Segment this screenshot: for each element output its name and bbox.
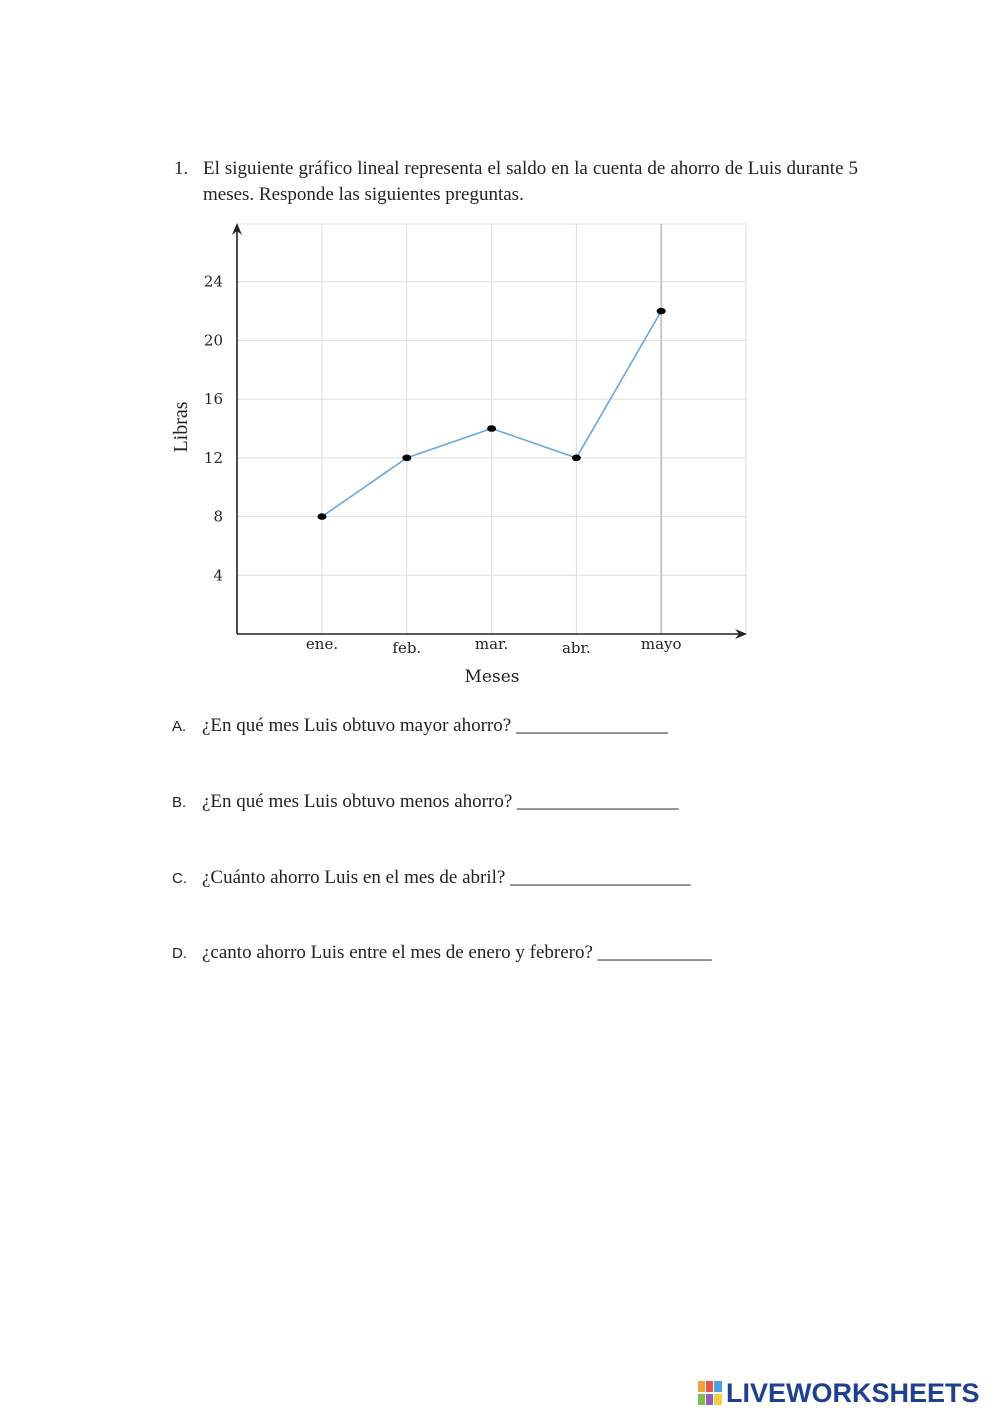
data-point-marker xyxy=(402,455,411,462)
question-number: 1. xyxy=(174,158,189,179)
subquestion-b xyxy=(172,790,679,815)
subquestion-letter: D. xyxy=(172,945,187,962)
y-axis-title: Libras xyxy=(170,401,192,453)
x-tick-label: mayo xyxy=(640,635,682,653)
subquestion-text: ¿canto ahorro Luis entre el mes de enero y febrero? ____________ xyxy=(202,942,712,963)
subquestion-text: ¿Cuánto ahorro Luis en el mes de abril? ___________________ xyxy=(202,867,691,888)
x-tick-label: ene. xyxy=(305,635,339,653)
subquestion-d xyxy=(172,941,712,966)
subquestion-text: ¿En qué mes Luis obtuvo menos ahorro? _________________ xyxy=(202,791,679,812)
subquestion-letter: C. xyxy=(172,870,187,887)
data-point-marker xyxy=(657,308,666,315)
data-point-marker xyxy=(572,455,581,462)
y-tick-label: 16 xyxy=(203,390,223,409)
x-tick-label: feb. xyxy=(392,639,422,657)
subquestion-a xyxy=(172,714,668,739)
y-tick-label: 4 xyxy=(213,566,223,585)
subquestion-letter: A. xyxy=(172,718,187,735)
question-text: El siguiente gráfico lineal representa el saldo en la cuenta de ahorro de Luis durante 5 meses. Responde las siguientes preguntas. xyxy=(203,158,858,205)
logo-text: LIVEWORKSHEETS xyxy=(726,1377,980,1408)
chart-svg xyxy=(160,215,760,695)
x-tick-label: mar. xyxy=(474,635,509,653)
subquestion-c xyxy=(172,866,691,891)
line-chart xyxy=(160,215,760,695)
liveworksheets-logo-icon xyxy=(698,1381,722,1405)
chart-ticks xyxy=(204,273,682,657)
liveworksheets-logo xyxy=(698,1378,980,1408)
x-axis-title: Meses xyxy=(464,667,520,687)
data-point-marker xyxy=(318,513,327,520)
data-point-marker xyxy=(487,425,496,432)
subquestion-letter: B. xyxy=(172,794,187,811)
y-tick-label: 24 xyxy=(203,272,223,291)
y-tick-label: 8 xyxy=(213,507,223,526)
y-tick-label: 12 xyxy=(203,448,223,467)
x-tick-label: abr. xyxy=(561,639,591,657)
subquestion-text: ¿En qué mes Luis obtuvo mayor ahorro? ________________ xyxy=(202,715,668,736)
y-tick-label: 20 xyxy=(203,331,223,350)
question-intro xyxy=(174,156,858,208)
